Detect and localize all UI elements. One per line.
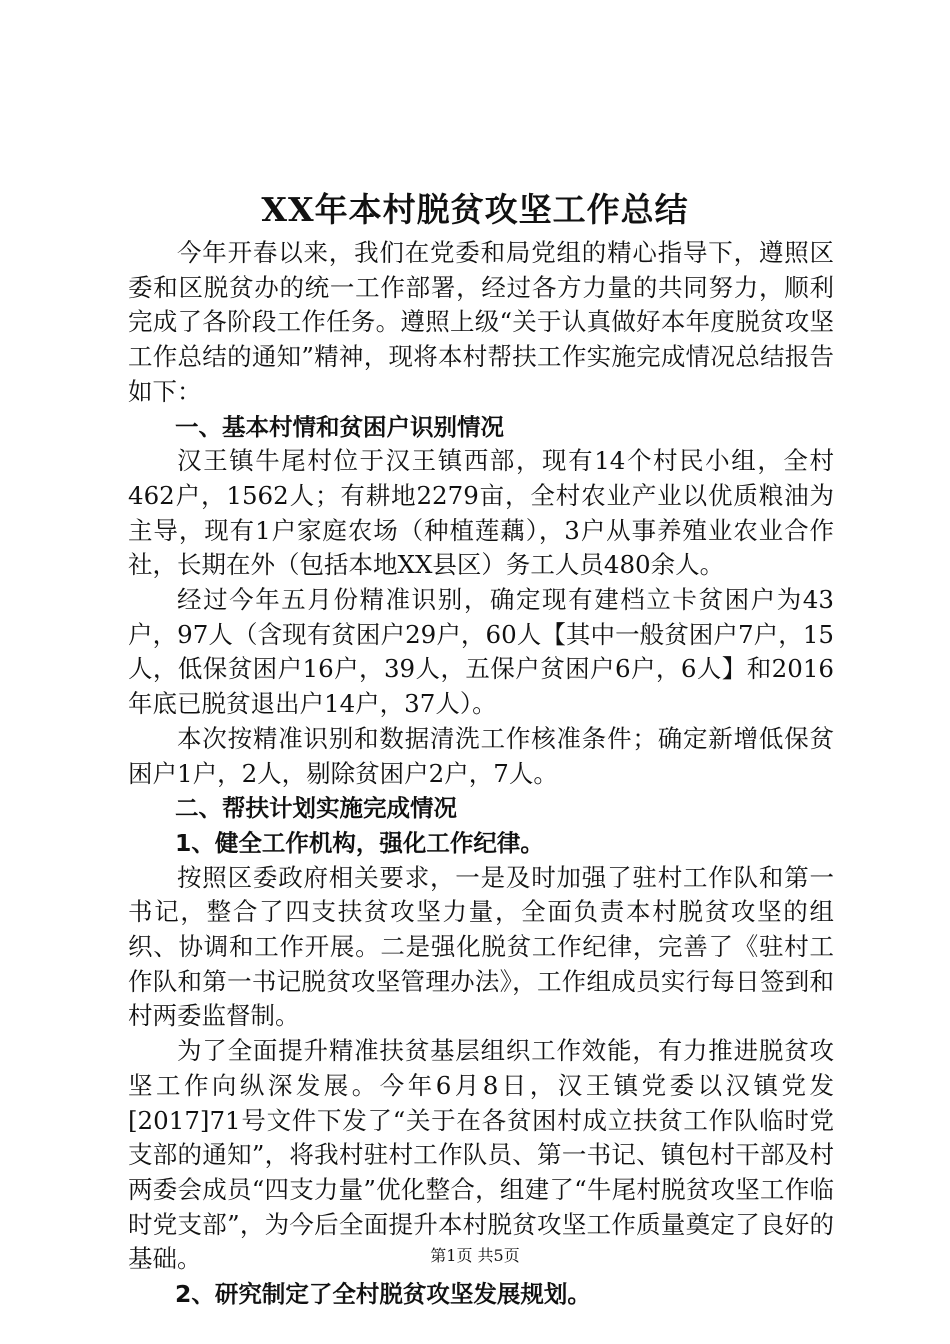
section-heading-2: 二、帮扶计划实施完成情况 <box>175 794 457 823</box>
subsection-heading-2: 2、研究制定了全村脱贫攻坚发展规划。 <box>175 1280 591 1309</box>
body-paragraph: 经过今年五月份精准识别，确定现有建档立卡贫困户为43户，97人（含现有贫困户29户，60人【其中一般贫困户7户，15人，低保贫困户16户，39人，五保户贫困户6户，6人】和2016年底已脱贫退出户14户，37人）。 <box>128 585 834 719</box>
body-paragraph: 按照区委政府相关要求，一是及时加强了驻村工作队和第一书记，整合了四支扶贫攻坚力量，全面负责本村脱贫攻坚的组织、协调和工作开展。二是强化脱贫工作纪律，完善了《驻村工作队和第一书记脱贫攻坚管理办法》，工作组成员实行每日签到和村两委监督制。 <box>128 862 834 1031</box>
document-body <box>128 236 834 1312</box>
subsection-heading-1: 1、健全工作机构，强化工作纪律。 <box>175 828 544 857</box>
section-heading-1: 一、基本村情和贫困户识别情况 <box>175 412 504 441</box>
intro-paragraph: 今年开春以来，我们在党委和局党组的精心指导下，遵照区委和区脱贫办的统一工作部署，经过各方力量的共同努力，顺利完成了各阶段工作任务。遵照上级“关于认真做好本年度脱贫攻坚工作总结的通知”精神，现将本村帮扶工作实施完成情况总结报告如下： <box>128 238 834 406</box>
page-footer: 第1页 共5页 <box>430 1246 520 1265</box>
body-paragraph: 本次按精准识别和数据清洗工作核准条件；确定新增低保贫困户1户，2人，剔除贫困户2户，7人。 <box>128 723 834 788</box>
body-paragraph: 汉王镇牛尾村位于汉王镇西部，现有14个村民小组，全村462户，1562人；有耕地2279亩，全村农业产业以优质粮油为主导，现有1户家庭农场（种植莲藕），3户从事养殖业农业合作社，长期在外（包括本地XX县区）务工人员480余人。 <box>128 446 834 580</box>
body-paragraph: 为了全面提升精准扶贫基层组织工作效能，有力推进脱贫攻坚工作向纵深发展。今年6月8日，汉王镇党委以汉镇党发[2017]71号文件下发了“关于在各贫困村成立扶贫工作队临时党支部的通知”，将我村驻村工作队员、第一书记、镇包村干部及村两委会成员“四支力量”优化整合，组建了“牛尾村脱贫攻坚工作临时党支部”，为今后全面提升本村脱贫攻坚工作质量奠定了良好的基础。 <box>128 1036 834 1274</box>
document-title: XX年本村脱贫攻坚工作总结 <box>261 190 689 229</box>
